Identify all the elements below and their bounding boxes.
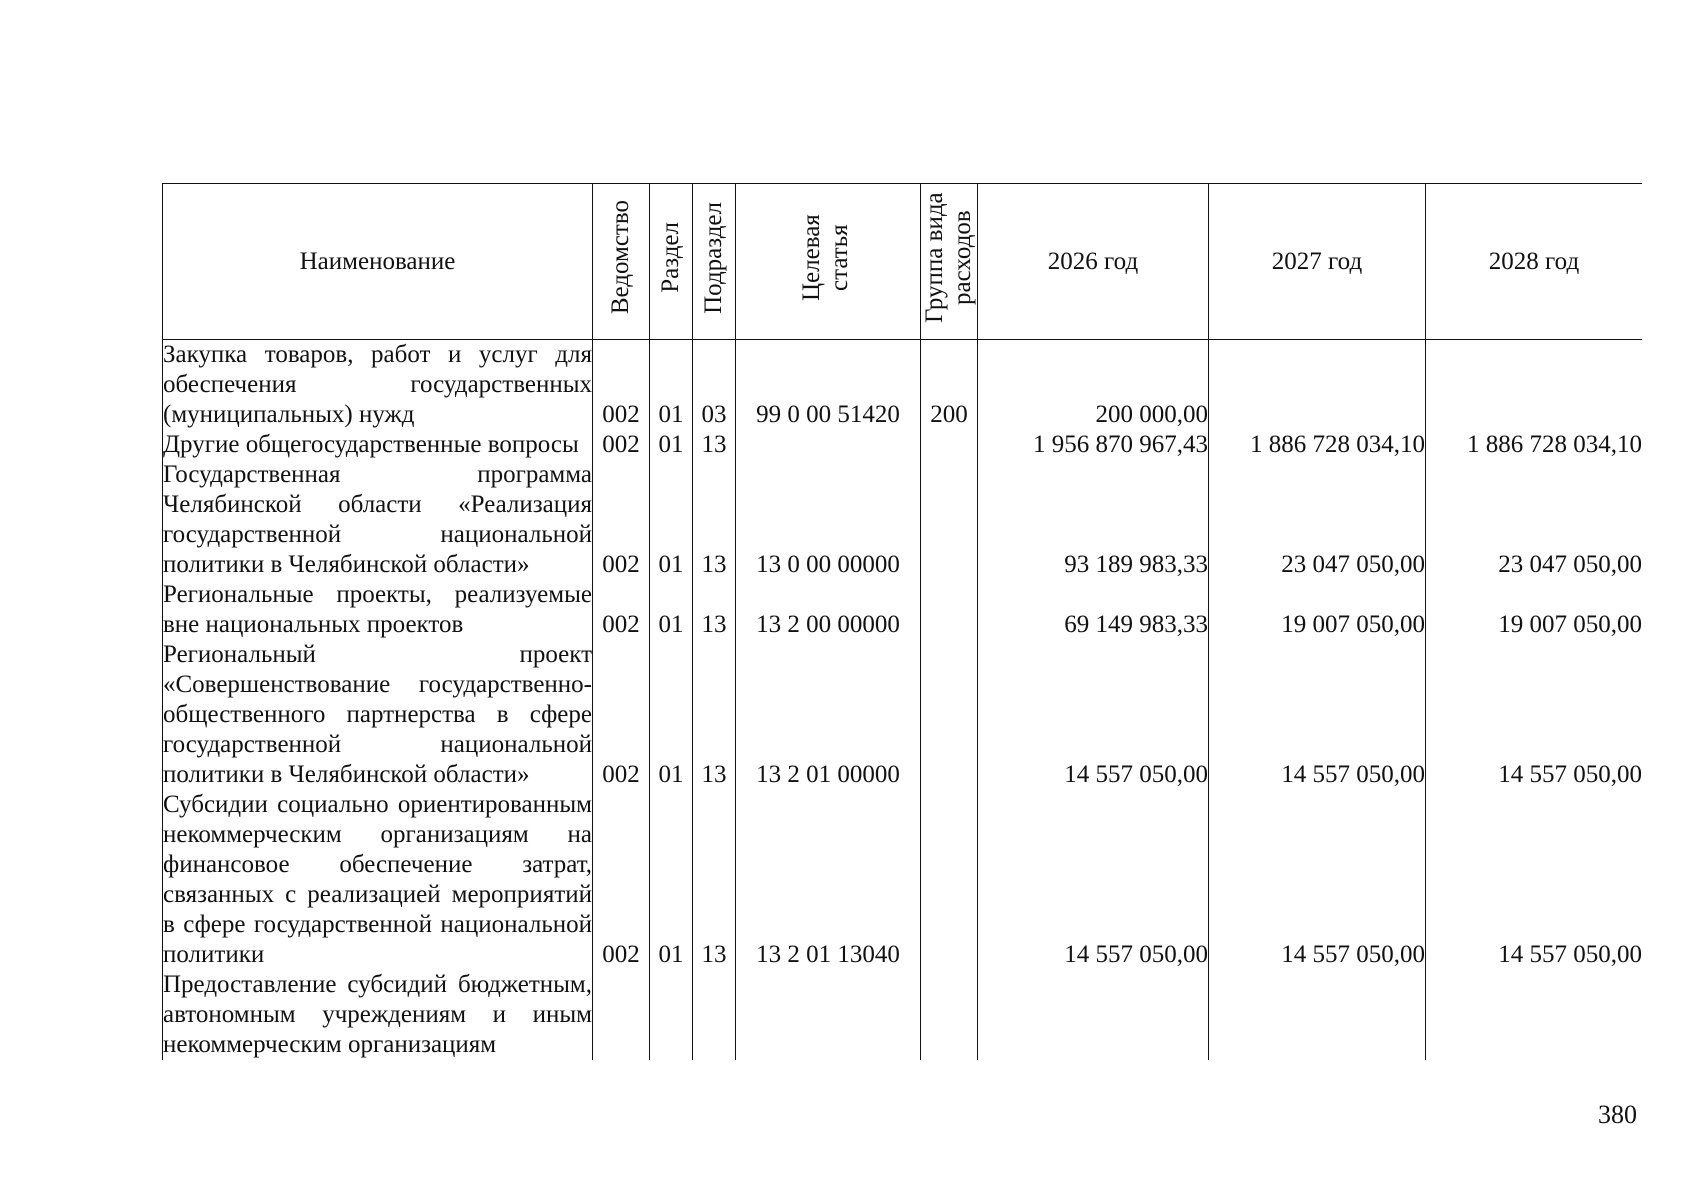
row-amount-2027 bbox=[1209, 340, 1426, 431]
row-section: 01 bbox=[650, 430, 693, 460]
row-name: Региональный проект «Совершенствование государственно-общественного партнерства в сфере государственной национальной политики в Челябинской области» bbox=[163, 641, 592, 788]
row-amount-2028: 14 557 050,00 bbox=[1426, 790, 1643, 970]
row-target-article: 13 0 00 00000 bbox=[736, 460, 921, 580]
row-subsection bbox=[693, 970, 736, 1060]
row-target-article: 13 2 00 00000 bbox=[736, 580, 921, 640]
row-department: 002 bbox=[593, 580, 650, 640]
row-target-article: 13 2 01 13040 bbox=[736, 790, 921, 970]
header-section: Раздел bbox=[650, 184, 693, 340]
row-amount-2026: 1 956 870 967,43 bbox=[978, 430, 1209, 460]
row-expense-group bbox=[921, 970, 978, 1060]
row-section: 01 bbox=[650, 580, 693, 640]
row-amount-2026: 200 000,00 bbox=[978, 340, 1209, 431]
row-section: 01 bbox=[650, 460, 693, 580]
table-row bbox=[163, 970, 1643, 1060]
row-amount-2026: 14 557 050,00 bbox=[978, 640, 1209, 790]
row-amount-2026: 69 149 983,33 bbox=[978, 580, 1209, 640]
header-target-article: Целевая статья bbox=[736, 184, 921, 340]
row-target-article: 99 0 00 51420 bbox=[736, 340, 921, 431]
row-expense-group: 200 bbox=[921, 340, 978, 431]
row-section: 01 bbox=[650, 640, 693, 790]
row-amount-2027: 14 557 050,00 bbox=[1209, 640, 1426, 790]
budget-table-container bbox=[162, 183, 1642, 1086]
header-year-2028: 2028 год bbox=[1426, 184, 1643, 340]
budget-table bbox=[162, 183, 1642, 1060]
row-expense-group bbox=[921, 430, 978, 460]
row-amount-2028 bbox=[1426, 970, 1643, 1060]
row-section bbox=[650, 970, 693, 1060]
row-expense-group bbox=[921, 790, 978, 970]
row-amount-2027: 23 047 050,00 bbox=[1209, 460, 1426, 580]
row-amount-2028: 19 007 050,00 bbox=[1426, 580, 1643, 640]
row-department: 002 bbox=[593, 640, 650, 790]
header-name: Наименование bbox=[163, 184, 593, 340]
table-row bbox=[163, 340, 1643, 431]
row-target-article: 13 2 01 00000 bbox=[736, 640, 921, 790]
row-amount-2026: 93 189 983,33 bbox=[978, 460, 1209, 580]
row-name: Региональные проекты, реализуемые вне национальных проектов bbox=[163, 581, 592, 638]
row-name: Другие общегосударственные вопросы bbox=[163, 430, 593, 460]
row-department: 002 bbox=[593, 340, 650, 431]
header-year-2027: 2027 год bbox=[1209, 184, 1426, 340]
row-subsection: 13 bbox=[693, 580, 736, 640]
row-amount-2026 bbox=[978, 970, 1209, 1060]
table-header-row bbox=[163, 184, 1643, 340]
row-name: Государственная программа Челябинской области «Реализация государственной национальной политики в Челябинской области» bbox=[163, 461, 592, 578]
row-subsection: 13 bbox=[693, 460, 736, 580]
header-expense-group: Группа вида расходов bbox=[921, 184, 978, 340]
header-department: Ведомство bbox=[593, 184, 650, 340]
row-target-article bbox=[736, 430, 921, 460]
row-amount-2028: 23 047 050,00 bbox=[1426, 460, 1643, 580]
table-row bbox=[163, 460, 1643, 580]
header-subsection: Подраздел bbox=[693, 184, 736, 340]
row-amount-2027 bbox=[1209, 970, 1426, 1060]
row-subsection: 13 bbox=[693, 790, 736, 970]
row-department: 002 bbox=[593, 460, 650, 580]
row-amount-2026: 14 557 050,00 bbox=[978, 790, 1209, 970]
row-amount-2027: 1 886 728 034,10 bbox=[1209, 430, 1426, 460]
row-department: 002 bbox=[593, 430, 650, 460]
row-amount-2027: 19 007 050,00 bbox=[1209, 580, 1426, 640]
row-amount-2028: 1 886 728 034,10 bbox=[1426, 430, 1643, 460]
row-department bbox=[593, 970, 650, 1060]
table-row bbox=[163, 640, 1643, 790]
row-amount-2028: 14 557 050,00 bbox=[1426, 640, 1643, 790]
table-row bbox=[163, 790, 1643, 970]
row-expense-group bbox=[921, 460, 978, 580]
row-amount-2027: 14 557 050,00 bbox=[1209, 790, 1426, 970]
row-target-article bbox=[736, 970, 921, 1060]
row-expense-group bbox=[921, 640, 978, 790]
page-number: 380 bbox=[1598, 1100, 1637, 1129]
table-row bbox=[163, 430, 1643, 460]
row-expense-group bbox=[921, 580, 978, 640]
row-subsection: 13 bbox=[693, 430, 736, 460]
row-section: 01 bbox=[650, 340, 693, 431]
row-department: 002 bbox=[593, 790, 650, 970]
row-name: Закупка товаров, работ и услуг для обеспечения государственных (муниципальных) нужд bbox=[163, 341, 592, 428]
row-subsection: 03 bbox=[693, 340, 736, 431]
header-year-2026: 2026 год bbox=[978, 184, 1209, 340]
row-subsection: 13 bbox=[693, 640, 736, 790]
row-amount-2028 bbox=[1426, 340, 1643, 431]
table-row bbox=[163, 580, 1643, 640]
row-name: Субсидии социально ориентированным некоммерческим организациям на финансовое обеспечение затрат, связанных с реализацией мероприятий в сфере государственной национальной политики bbox=[163, 791, 592, 968]
row-section: 01 bbox=[650, 790, 693, 970]
row-name: Предоставление субсидий бюджетным, автономным учреждениям и иным некоммерческим организациям bbox=[163, 971, 592, 1058]
